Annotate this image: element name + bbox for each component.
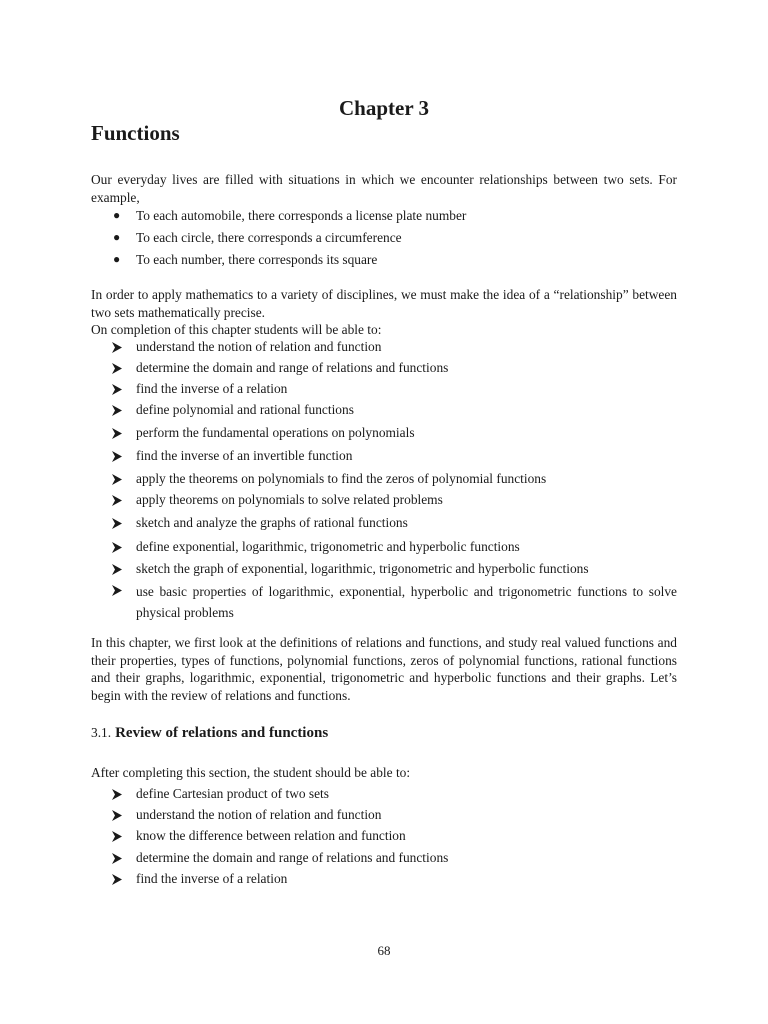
objective-text: understand the notion of relation and function [136,339,382,354]
objective-text: sketch the graph of exponential, logarithmic, trigonometric and hyperbolic functions [136,561,589,576]
chapter-title: Functions [91,121,180,145]
arrow-bullet-icon [112,874,122,885]
chapter-overview-paragraph: In this chapter, we first look at the definitions of relations and functions, and study real valued functions and their properties, types of functions, polynomial functions, zeros of polynomial functions, rational functions and their graphs, logarithmic, exponential, trigonometric and hyperbolic functions and their graphs. Let’s begin with the review of relations and functions. [91,635,677,703]
objective-text: apply theorems on polynomials to solve related problems [136,492,443,507]
arrow-bullet-icon [112,474,122,485]
objective-text: apply the theorems on polynomials to find the zeros of polynomial functions [136,471,547,486]
arrow-bullet-icon [112,789,122,800]
bullet-text: To each automobile, there corresponds a license plate number [136,208,467,223]
objective-text: define Cartesian product of two sets [136,786,329,801]
arrow-bullet-icon [112,342,122,353]
intro-paragraph: Our everyday lives are filled with situations in which we encounter relationships between two sets. For example, [91,172,677,205]
objective-text: sketch and analyze the graphs of rational functions [136,515,408,530]
arrow-bullet-icon [112,542,122,553]
bullet-icon: ● [113,208,121,222]
objective-text: find the inverse of an invertible function [136,448,353,463]
arrow-bullet-icon [112,363,122,374]
objective-text: use basic properties of logarithmic, exponential, hyperbolic and trigonometric functions to solve physical problems [136,584,677,620]
bullet-text: To each circle, there corresponds a circumference [136,230,402,245]
section-title: Review of relations and functions [115,725,329,741]
arrow-bullet-icon [112,384,122,395]
arrow-bullet-icon [112,853,122,864]
bullet-text: To each number, there corresponds its square [136,252,378,267]
objective-text: determine the domain and range of relations and functions [136,850,449,865]
arrow-bullet-icon [112,428,122,439]
objective-text: know the difference between relation and function [136,828,406,843]
bullet-icon: ● [113,252,121,266]
arrow-bullet-icon [112,810,122,821]
objective-text: find the inverse of a relation [136,381,288,396]
arrow-bullet-icon [112,831,122,842]
arrow-bullet-icon [112,405,122,416]
arrow-bullet-icon [112,518,122,529]
chapter-label: Chapter 3 [338,96,430,120]
objective-text: find the inverse of a relation [136,871,288,886]
arrow-bullet-icon [112,564,122,575]
objective-text: determine the domain and range of relations and functions [136,360,449,375]
objective-text: define exponential, logarithmic, trigonometric and hyperbolic functions [136,539,520,554]
section-heading [91,725,328,742]
objective-text: perform the fundamental operations on polynomials [136,425,415,440]
arrow-bullet-icon [112,495,122,506]
objective-text: understand the notion of relation and function [136,807,382,822]
section-intro: After completing this section, the student should be able to: [91,765,411,780]
bullet-icon: ● [113,230,121,244]
purpose-paragraph: In order to apply mathematics to a variety of disciplines, we must make the idea of a “relationship” between two sets mathematically precise. [91,287,677,320]
objective-text: define polynomial and rational functions [136,402,354,417]
arrow-bullet-icon [112,585,122,596]
arrow-bullet-icon [112,451,122,462]
objectives-intro: On completion of this chapter students will be able to: [91,322,382,337]
page-number: 68 [377,943,391,958]
section-number: 3.1. [91,725,112,740]
